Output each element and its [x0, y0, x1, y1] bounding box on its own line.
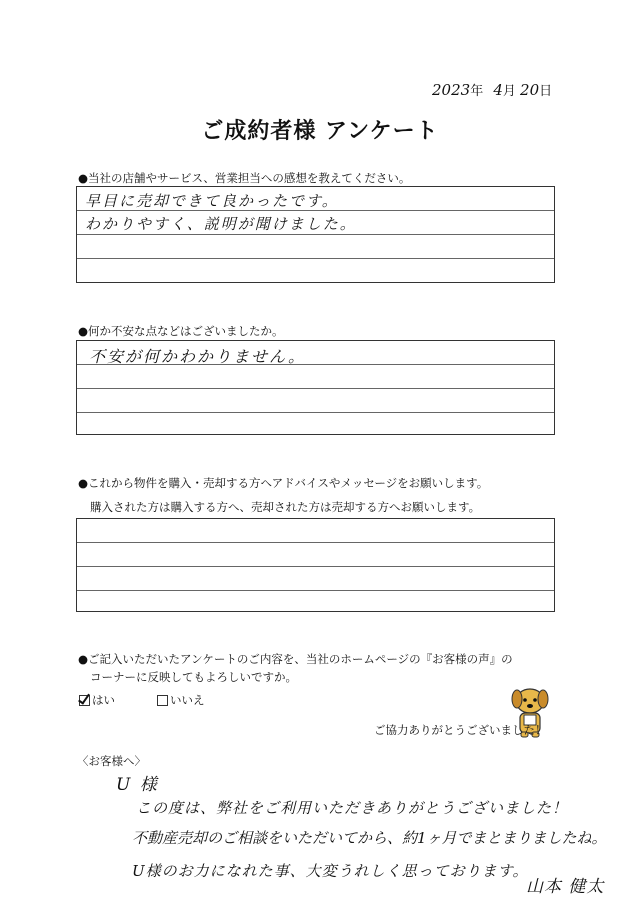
question-2-label: ●何か不安な点などはございましたか。 — [78, 324, 284, 338]
survey-date — [432, 80, 552, 99]
question-3-answer-box[interactable] — [76, 518, 555, 612]
customer-note-line-3: U様のお力になれた事、大変うれしく思っております。 — [132, 862, 529, 880]
consent-no-checkbox[interactable] — [157, 695, 168, 706]
question-2-answer-line-1: 不安が何かわかりません。 — [89, 347, 306, 366]
customer-note-addressee: U 様 — [116, 775, 159, 795]
date-year-unit: 年 — [470, 84, 484, 99]
consent-no-option[interactable] — [157, 692, 205, 708]
question-4-label-line-1: ●ご記入いただいたアンケートのご内容を、当社のホームページの『お客様の声』の — [78, 652, 513, 666]
question-1-label: ●当社の店舗やサービス、営業担当への感想を教えてください。 — [78, 171, 411, 185]
page-title: ご成約者様 アンケート — [201, 119, 439, 144]
question-4-label-line-2: コーナーに反映してもよろしいですか。 — [90, 670, 297, 684]
question-1-answer-line-1: 早目に売却できて良かったです。 — [85, 192, 339, 210]
consent-no-label: いいえ — [170, 693, 205, 707]
consent-yes-label: はい — [92, 693, 115, 707]
date-month-unit: 月 — [502, 84, 516, 99]
consent-yes-option[interactable] — [79, 692, 115, 708]
customer-note-signature: 山本 健太 — [526, 877, 605, 897]
customer-note-heading: 〈お客様へ〉 — [77, 754, 146, 768]
question-3-label: ●これから物件を購入・売却する方へアドバイスやメッセージをお願いします。 — [78, 476, 489, 490]
question-1-answer-line-2: わかりやすく、説明が聞けました。 — [85, 215, 357, 233]
date-year: 2023 — [432, 81, 471, 99]
date-day-unit: 日 — [539, 84, 553, 99]
customer-note-line-1: この度は、弊社をご利用いただきありがとうございました！ — [136, 799, 569, 817]
customer-note-line-2: 不動産売却のご相談をいただいてから、約1ヶ月でまとまりましたね。 — [132, 829, 607, 847]
question-2-answer-box[interactable] — [76, 340, 555, 435]
date-month: 4 — [493, 81, 503, 99]
date-day: 20 — [520, 81, 540, 99]
question-1-answer-box[interactable] — [76, 186, 555, 283]
question-3-sublabel: 購入された方は購入する方へ、売却された方は売却する方へお願いします。 — [90, 500, 481, 514]
consent-yes-checkbox[interactable] — [79, 695, 90, 706]
thanks-message: ご協力ありがとうございました！ — [374, 723, 547, 737]
